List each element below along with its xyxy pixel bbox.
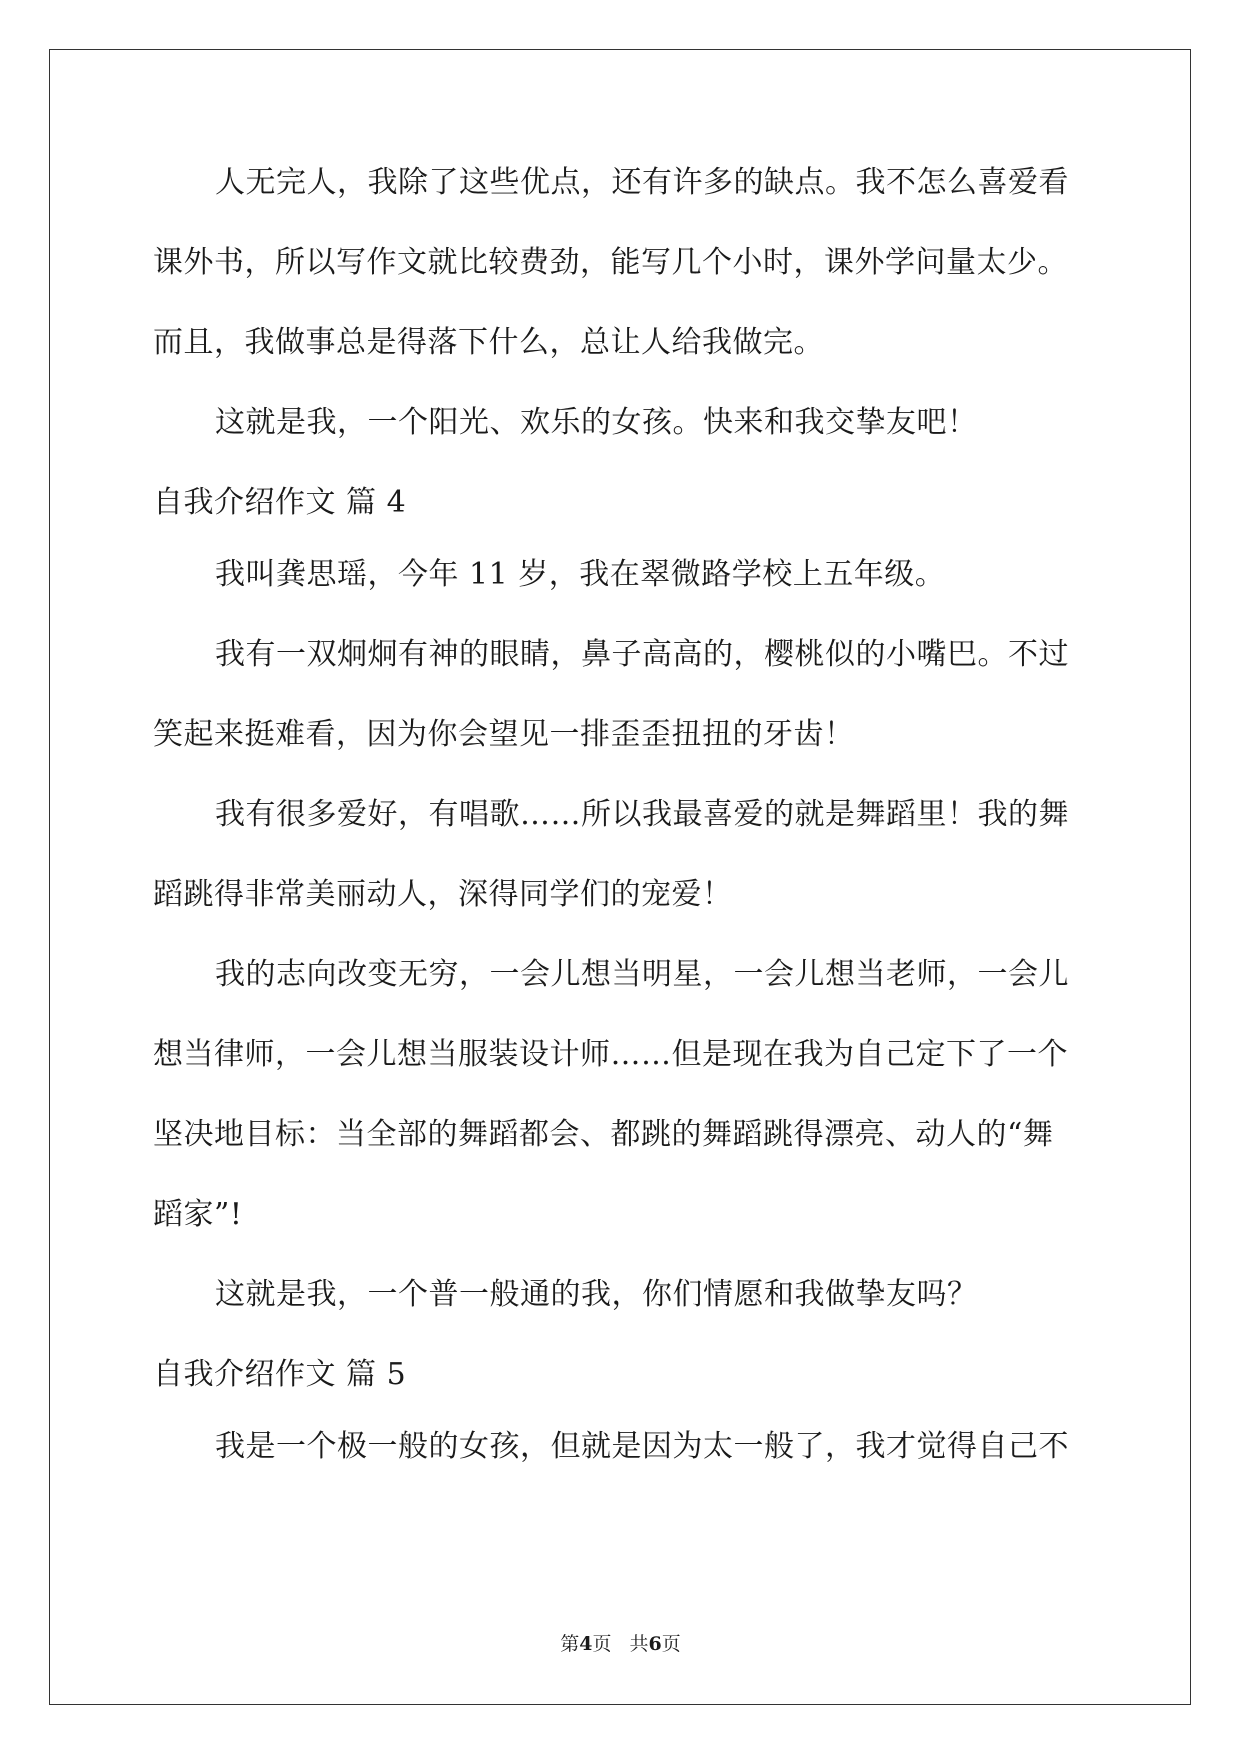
- current-page-number: 4: [579, 1633, 593, 1655]
- paragraph-line: 想当律师，一会儿想当服装设计师……但是现在我为自己定下了一个: [153, 1037, 1068, 1072]
- paragraph-line: 我有很多爱好，有唱歌……所以我最喜爱的就是舞蹈里！我的舞: [215, 797, 1069, 832]
- paragraph-line: 而且，我做事总是得落下什么，总让人给我做完。: [153, 325, 824, 360]
- document-body: [153, 163, 1083, 1507]
- footer-prefix: 第: [560, 1633, 580, 1655]
- paragraph-line: 我的志向改变无穷，一会儿想当明星，一会儿想当老师，一会儿: [215, 957, 1069, 992]
- footer-total-suffix: 页: [661, 1633, 681, 1655]
- paragraph-line: 这就是我，一个阳光、欢乐的女孩。快来和我交挚友吧！: [215, 405, 978, 440]
- paragraph-line: 我叫龚思瑶，今年 11 岁，我在翠微路学校上五年级。: [215, 557, 946, 592]
- paragraph-line: 坚决地目标：当全部的舞蹈都会、都跳的舞蹈跳得漂亮、动人的“舞: [153, 1117, 1054, 1152]
- paragraph-line: 蹈跳得非常美丽动人，深得同学们的宠爱！: [153, 877, 733, 912]
- paragraph-line: 课外书，所以写作文就比较费劲，能写几个小时，课外学问量太少。: [153, 245, 1068, 280]
- section-title-4: 自我介绍作文 篇 4: [153, 485, 407, 520]
- paragraph-line: 这就是我，一个普一般通的我，你们情愿和我做挚友吗？: [215, 1277, 978, 1312]
- paragraph-line: 人无完人，我除了这些优点，还有许多的缺点。我不怎么喜爱看: [215, 165, 1069, 200]
- total-pages-number: 6: [648, 1633, 662, 1655]
- section-title-5: 自我介绍作文 篇 5: [153, 1357, 407, 1392]
- paragraph-line: 我有一双炯炯有神的眼睛，鼻子高高的，樱桃似的小嘴巴。不过: [215, 637, 1069, 672]
- paragraph-line: 笑起来挺难看，因为你会望见一排歪歪扭扭的牙齿！: [153, 717, 855, 752]
- paragraph-line: 蹈家”!: [153, 1197, 243, 1232]
- footer-total-prefix: 共: [629, 1633, 649, 1655]
- page-footer: [0, 1632, 1241, 1656]
- paragraph-line: 我是一个极一般的女孩，但就是因为太一般了，我才觉得自己不: [215, 1429, 1069, 1464]
- footer-page-suffix: 页: [592, 1633, 612, 1655]
